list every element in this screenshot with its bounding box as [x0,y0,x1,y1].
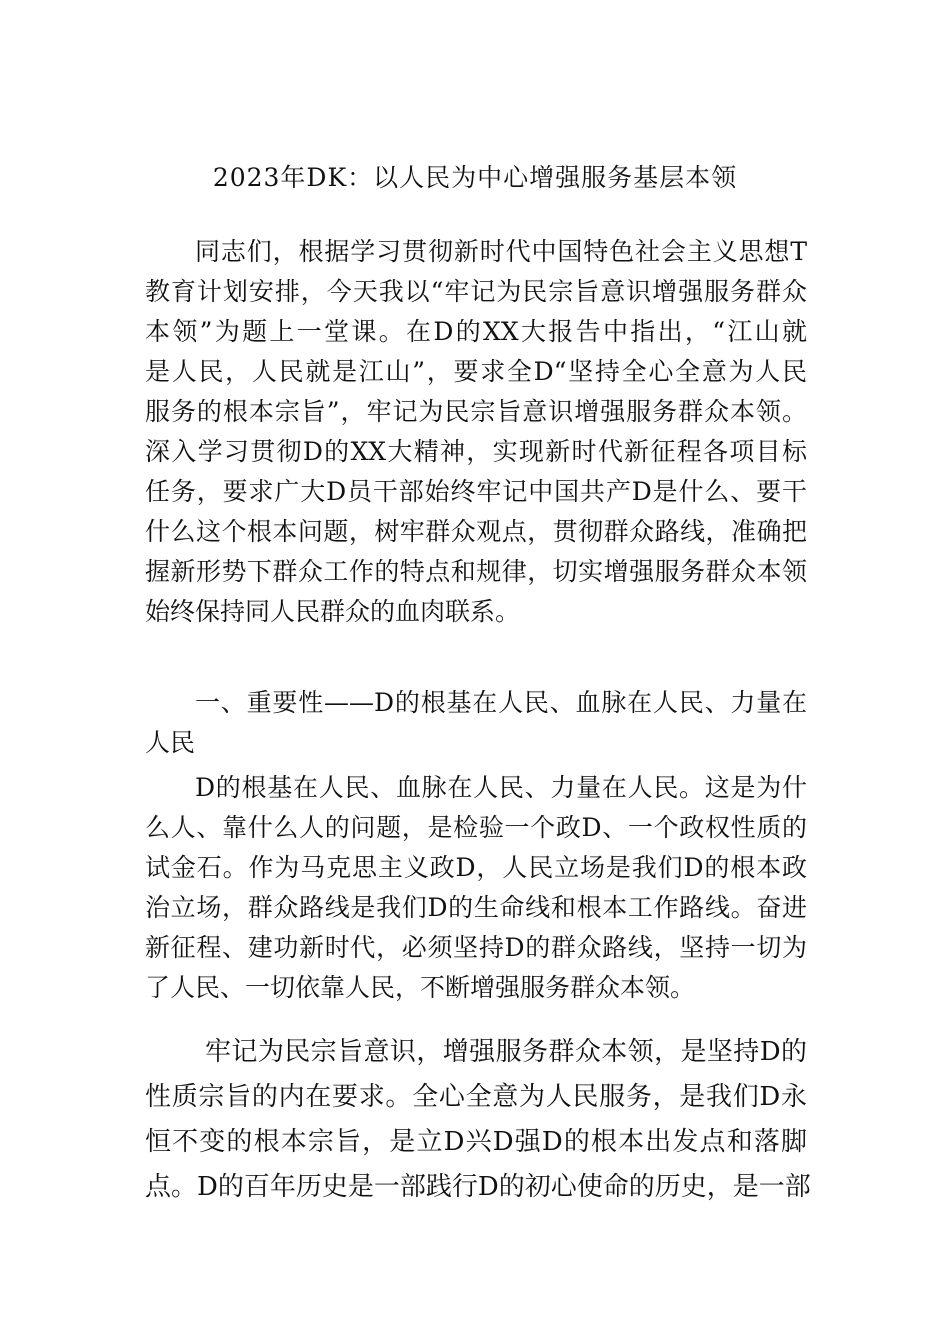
paragraph-line: 服务的根本宗旨”，牢记为民宗旨意识增强服务群众本领。 [145,397,807,426]
heading-line: 人民 [145,728,196,757]
paragraph-line: 治立场，群众路线是我们D的生命线和根本工作路线。奋进 [145,893,807,922]
section-heading [145,683,807,763]
paragraph-line: 么人、靠什么人的问题，是检验一个政D、一个政权性质的 [145,813,807,842]
paragraph-line: 深入学习贯彻D的XX大精神，实现新时代新征程各项目标 [145,437,807,466]
paragraph-line: 是人民，人民就是江山”，要求全D“坚持全心全意为人民 [145,357,807,386]
paragraph-line: 性质宗旨的内在要求。全心全意为人民服务，是我们D永 [145,1082,807,1112]
paragraph-line: D的根基在人民、血脉在人民、力量在人民。这是为什 [195,773,807,802]
document-title: 2023年DK：以人民为中心增强服务基层本领 [212,163,738,192]
paragraph-line: 恒不变的根本宗旨，是立D兴D强D的根本出发点和落脚 [145,1127,807,1157]
heading-line: 一、重要性——D的根基在人民、血脉在人民、力量在 [195,688,807,717]
paragraph-line: 始终保持同人民群众的血肉联系。 [145,597,521,626]
paragraph-line: 点。D的百年历史是一部践行D的初心使命的历史，是一部 [145,1172,811,1202]
paragraph-line: 同志们，根据学习贯彻新时代中国特色社会主义思想T [195,237,807,266]
paragraph-line: 新征程、建功新时代，必须坚持D的群众路线，坚持一切为 [145,933,807,962]
paragraph-line: 试金石。作为马克思主义政D，人民立场是我们D的根本政 [145,853,807,882]
paragraph-importance [145,768,807,1008]
paragraph-line: 了人民、一切依靠人民，不断增强服务群众本领。 [145,973,696,1002]
paragraph-line: 教育计划安排，今天我以“牢记为民宗旨意识增强服务群众 [145,277,807,306]
paragraph-purpose [145,1030,811,1210]
paragraph-intro [145,232,807,632]
paragraph-line: 本领”为题上一堂课。在D的XX大报告中指出，“江山就 [145,317,807,346]
paragraph-line: 握新形势下群众工作的特点和规律，切实增强服务群众本领 [145,557,807,586]
paragraph-line: 任务，要求广大D员干部始终牢记中国共产D是什么、要干 [145,477,807,506]
paragraph-line: 牢记为民宗旨意识，增强服务群众本领，是坚持D的 [205,1037,807,1067]
paragraph-line: 什么这个根本问题，树牢群众观点，贯彻群众路线，准确把 [145,517,807,546]
